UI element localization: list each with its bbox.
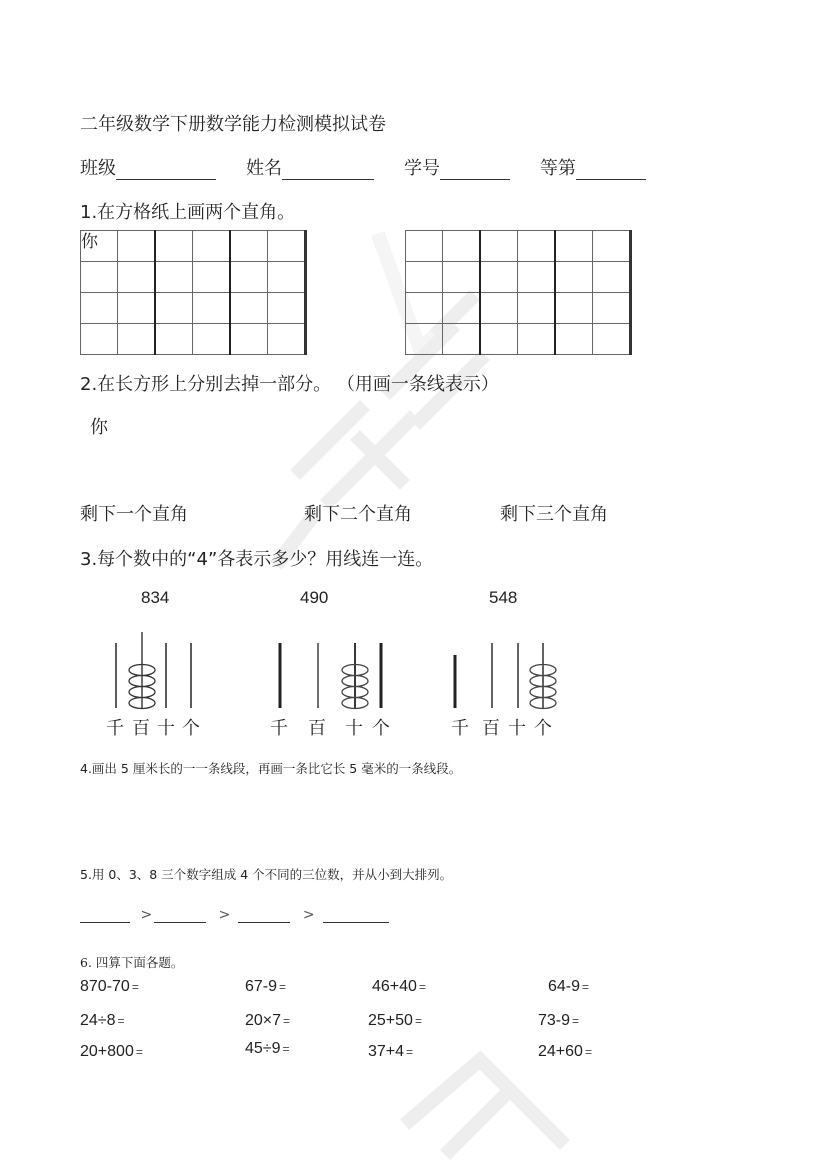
answer-blank-1[interactable] [80,906,130,923]
question-2-prompt: 2.在长方形上分别去掉一部分。 （用画一条线表示） [80,374,499,395]
calc-item: 25+50 = [368,1012,422,1029]
abacus-490 [280,643,381,709]
calc-item: 870-70 = [80,978,139,995]
number-548: 548 [489,588,518,607]
calc-item: 67-9 = [245,978,287,995]
place-label-hundreds: 百 [482,718,500,739]
calc-item: 73-9 = [538,1012,580,1029]
ordering-blanks [80,906,389,923]
option-one-right-angle: 剩下一个直角 [80,504,188,525]
number-834: 834 [141,588,170,607]
calc-item: 64-9 = [548,978,590,995]
answer-blank-3[interactable] [238,906,290,923]
calc-item: 37+4 = [368,1043,414,1060]
calc-item: 20+800 = [80,1043,143,1060]
answer-blank-2[interactable] [154,906,206,923]
place-label-ones: 个 [372,718,390,739]
place-label-thousands: 千 [270,718,288,739]
calc-item: 24+60 = [538,1043,592,1060]
question-4-prompt: 4.画出 5 厘米长的一一条线段，再画一条比它长 5 毫米的一条线段。 [80,761,462,776]
class-label: 班级 [80,158,116,179]
abacus-548 [455,643,556,709]
stray-text: 你 [90,417,108,438]
page-title: 二年级数学下册数学能力检测模拟试卷 [80,114,386,135]
option-two-right-angles: 剩下二个直角 [304,504,412,525]
place-label-tens: 十 [508,718,526,739]
grade-label: 等第 [540,158,576,179]
calc-item: 46+40 = [372,978,426,995]
question-5-prompt: 5.用 0、3、8 三个数字组成 4 个不同的三位数，并从小到大排列。 [80,867,453,882]
question-1-prompt: 1.在方格纸上画两个直角。 [80,202,296,223]
student-id-label: 学号 [404,158,440,179]
place-label-hundreds: 百 [132,718,150,739]
number-490: 490 [300,588,329,607]
grid-cell[interactable]: 你 [81,231,118,262]
option-three-right-angles: 剩下三个直角 [500,504,608,525]
question-6-prompt: 6. 四算下面各题。 [80,955,184,970]
abacus-834 [116,632,191,709]
place-label-tens: 十 [157,718,175,739]
place-label-ones: 个 [534,718,552,739]
calc-item: 24÷8 = [80,1012,125,1029]
greater-than-sign: > [218,907,231,923]
calc-item: 20×7 = [245,1012,291,1029]
place-label-hundreds: 百 [308,718,326,739]
calc-item: 45÷9 = [245,1040,290,1057]
greater-than-sign: > [140,907,153,923]
question-3-prompt: 3.每个数中的“4”各表示多少？用线连一连。 [80,549,434,570]
place-label-ones: 个 [182,718,200,739]
place-label-tens: 十 [345,718,363,739]
place-label-thousands: 千 [106,718,124,739]
greater-than-sign: > [302,907,315,923]
place-label-thousands: 千 [451,718,469,739]
answer-blank-4[interactable] [323,906,389,923]
name-label: 姓名 [246,158,282,179]
